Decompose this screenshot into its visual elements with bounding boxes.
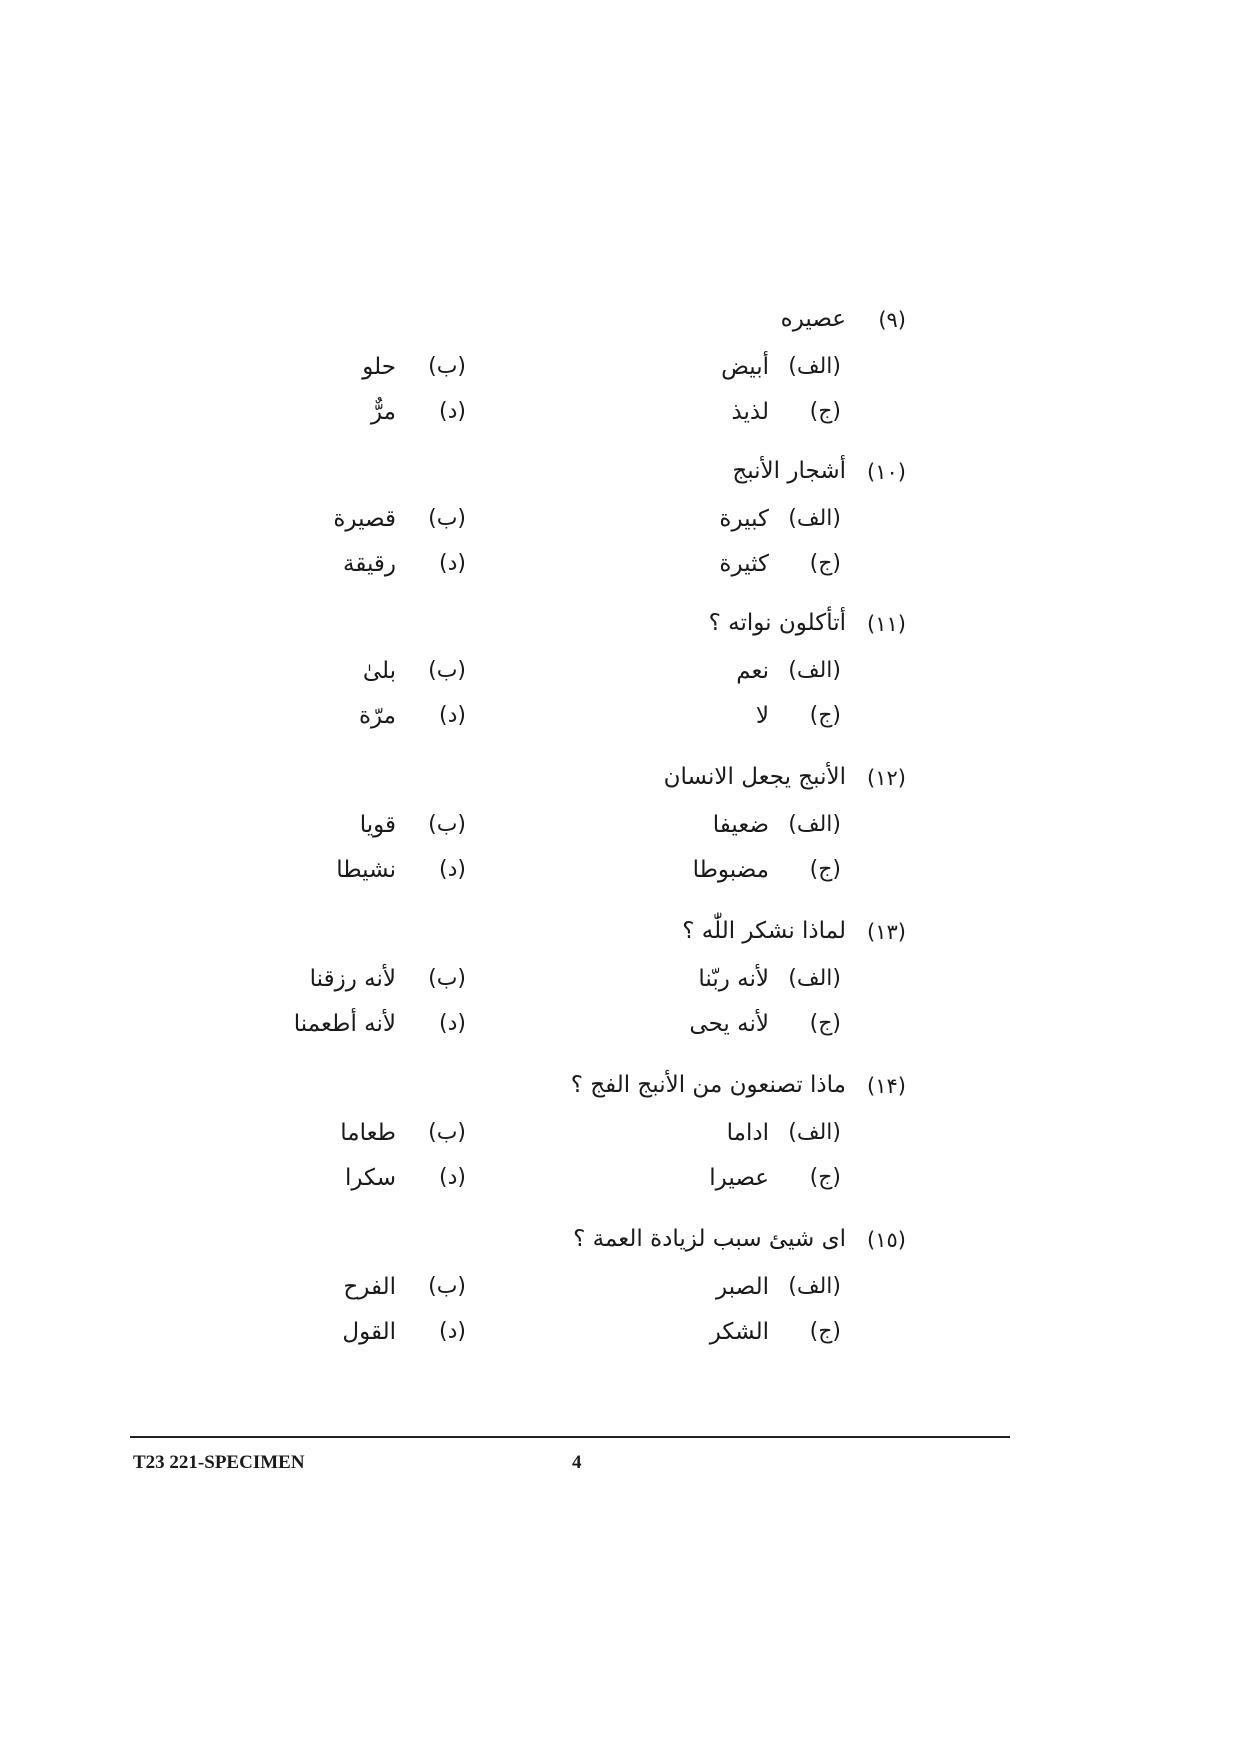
question-13	[0, 920, 1241, 1070]
option-b-label: (ب)	[428, 812, 466, 837]
option-d-text: نشيطا	[336, 857, 396, 883]
option-b-text: قويا	[359, 812, 396, 838]
option-a-text: ضعيفا	[712, 812, 769, 838]
option-c-text: عصيرا	[709, 1165, 769, 1191]
option-a-label: (الف)	[788, 354, 841, 379]
option-b-text: قصيرة	[333, 506, 396, 532]
question-12	[0, 766, 1241, 916]
question-number: (١٣)	[867, 920, 906, 944]
question-text: الأنبج يجعل الانسان	[663, 764, 846, 790]
option-b-label: (ب)	[428, 1274, 466, 1299]
option-c-label: (ج)	[809, 399, 841, 424]
question-number: (٩)	[878, 308, 906, 332]
option-d-text: رقيقة	[342, 551, 396, 577]
option-a-label: (الف)	[788, 658, 841, 683]
option-d-label: (د)	[439, 703, 466, 728]
option-c-text: لا	[755, 703, 769, 729]
option-a-label: (الف)	[788, 812, 841, 837]
option-d-text: مرٌّ	[370, 399, 396, 425]
option-d-text: لأنه أطعمنا	[293, 1011, 396, 1037]
option-b-label: (ب)	[428, 506, 466, 531]
option-d-text: القول	[342, 1319, 396, 1345]
option-c-label: (ج)	[809, 1165, 841, 1190]
option-a-text: نعم	[736, 658, 769, 684]
option-d-label: (د)	[439, 1319, 466, 1344]
option-b-text: بلىٰ	[362, 658, 396, 684]
page-number: 4	[572, 1452, 582, 1473]
question-9	[0, 308, 1241, 458]
option-c-label: (ج)	[809, 1011, 841, 1036]
option-c-text: لأنه يحى	[689, 1011, 769, 1037]
option-d-label: (د)	[439, 1165, 466, 1190]
option-b-text: طعاما	[340, 1120, 396, 1146]
question-text: اى شيئ سبب لزيادة العمة ؟	[573, 1226, 846, 1252]
option-a-label: (الف)	[788, 966, 841, 991]
option-a-text: الصبر	[716, 1274, 769, 1300]
option-d-label: (د)	[439, 1011, 466, 1036]
question-number: (١٥)	[867, 1228, 906, 1252]
option-d-text: سكرا	[344, 1165, 396, 1191]
option-b-text: لأنه رزقنا	[309, 966, 396, 992]
option-a-label: (الف)	[788, 1120, 841, 1145]
question-text: أتأكلون نواته ؟	[708, 610, 846, 636]
option-a-text: كبيرة	[719, 506, 769, 532]
question-number: (١٢)	[867, 766, 906, 790]
option-a-text: أبيض	[721, 354, 769, 380]
question-10	[0, 460, 1241, 610]
option-b-label: (ب)	[428, 658, 466, 683]
option-d-label: (د)	[439, 399, 466, 424]
option-c-text: الشكر	[709, 1319, 769, 1345]
option-b-label: (ب)	[428, 354, 466, 379]
question-number: (١۴)	[867, 1074, 906, 1098]
question-14	[0, 1074, 1241, 1224]
question-text: أشجار الأنبج	[732, 458, 846, 484]
option-d-label: (د)	[439, 551, 466, 576]
option-a-text: لأنه ربّنا	[698, 966, 769, 992]
option-a-text: اداما	[726, 1120, 769, 1146]
option-c-label: (ج)	[809, 857, 841, 882]
option-c-label: (ج)	[809, 551, 841, 576]
question-text: لماذا نشكر اللّٰه ؟	[682, 918, 846, 944]
option-b-text: الفرح	[343, 1274, 396, 1300]
option-b-label: (ب)	[428, 966, 466, 991]
option-c-label: (ج)	[809, 1319, 841, 1344]
option-a-label: (الف)	[788, 506, 841, 531]
footer-paper-code: T23 221-SPECIMEN	[133, 1452, 305, 1473]
question-text: ماذا تصنعون من الأنبج الفج ؟	[570, 1072, 846, 1098]
question-11	[0, 612, 1241, 762]
option-d-text: مرّة	[358, 703, 396, 729]
footer-divider	[130, 1436, 1010, 1438]
question-number: (١١)	[867, 612, 906, 636]
option-a-label: (الف)	[788, 1274, 841, 1299]
option-b-label: (ب)	[428, 1120, 466, 1145]
option-c-label: (ج)	[809, 703, 841, 728]
option-c-text: لذيذ	[731, 399, 769, 425]
question-text: عصيره	[780, 306, 846, 332]
option-b-text: حلو	[362, 354, 396, 380]
option-d-label: (د)	[439, 857, 466, 882]
question-number: (١٠)	[867, 460, 906, 484]
question-15	[0, 1228, 1241, 1378]
option-c-text: مضبوطا	[692, 857, 769, 883]
option-c-text: كثيرة	[719, 551, 769, 577]
